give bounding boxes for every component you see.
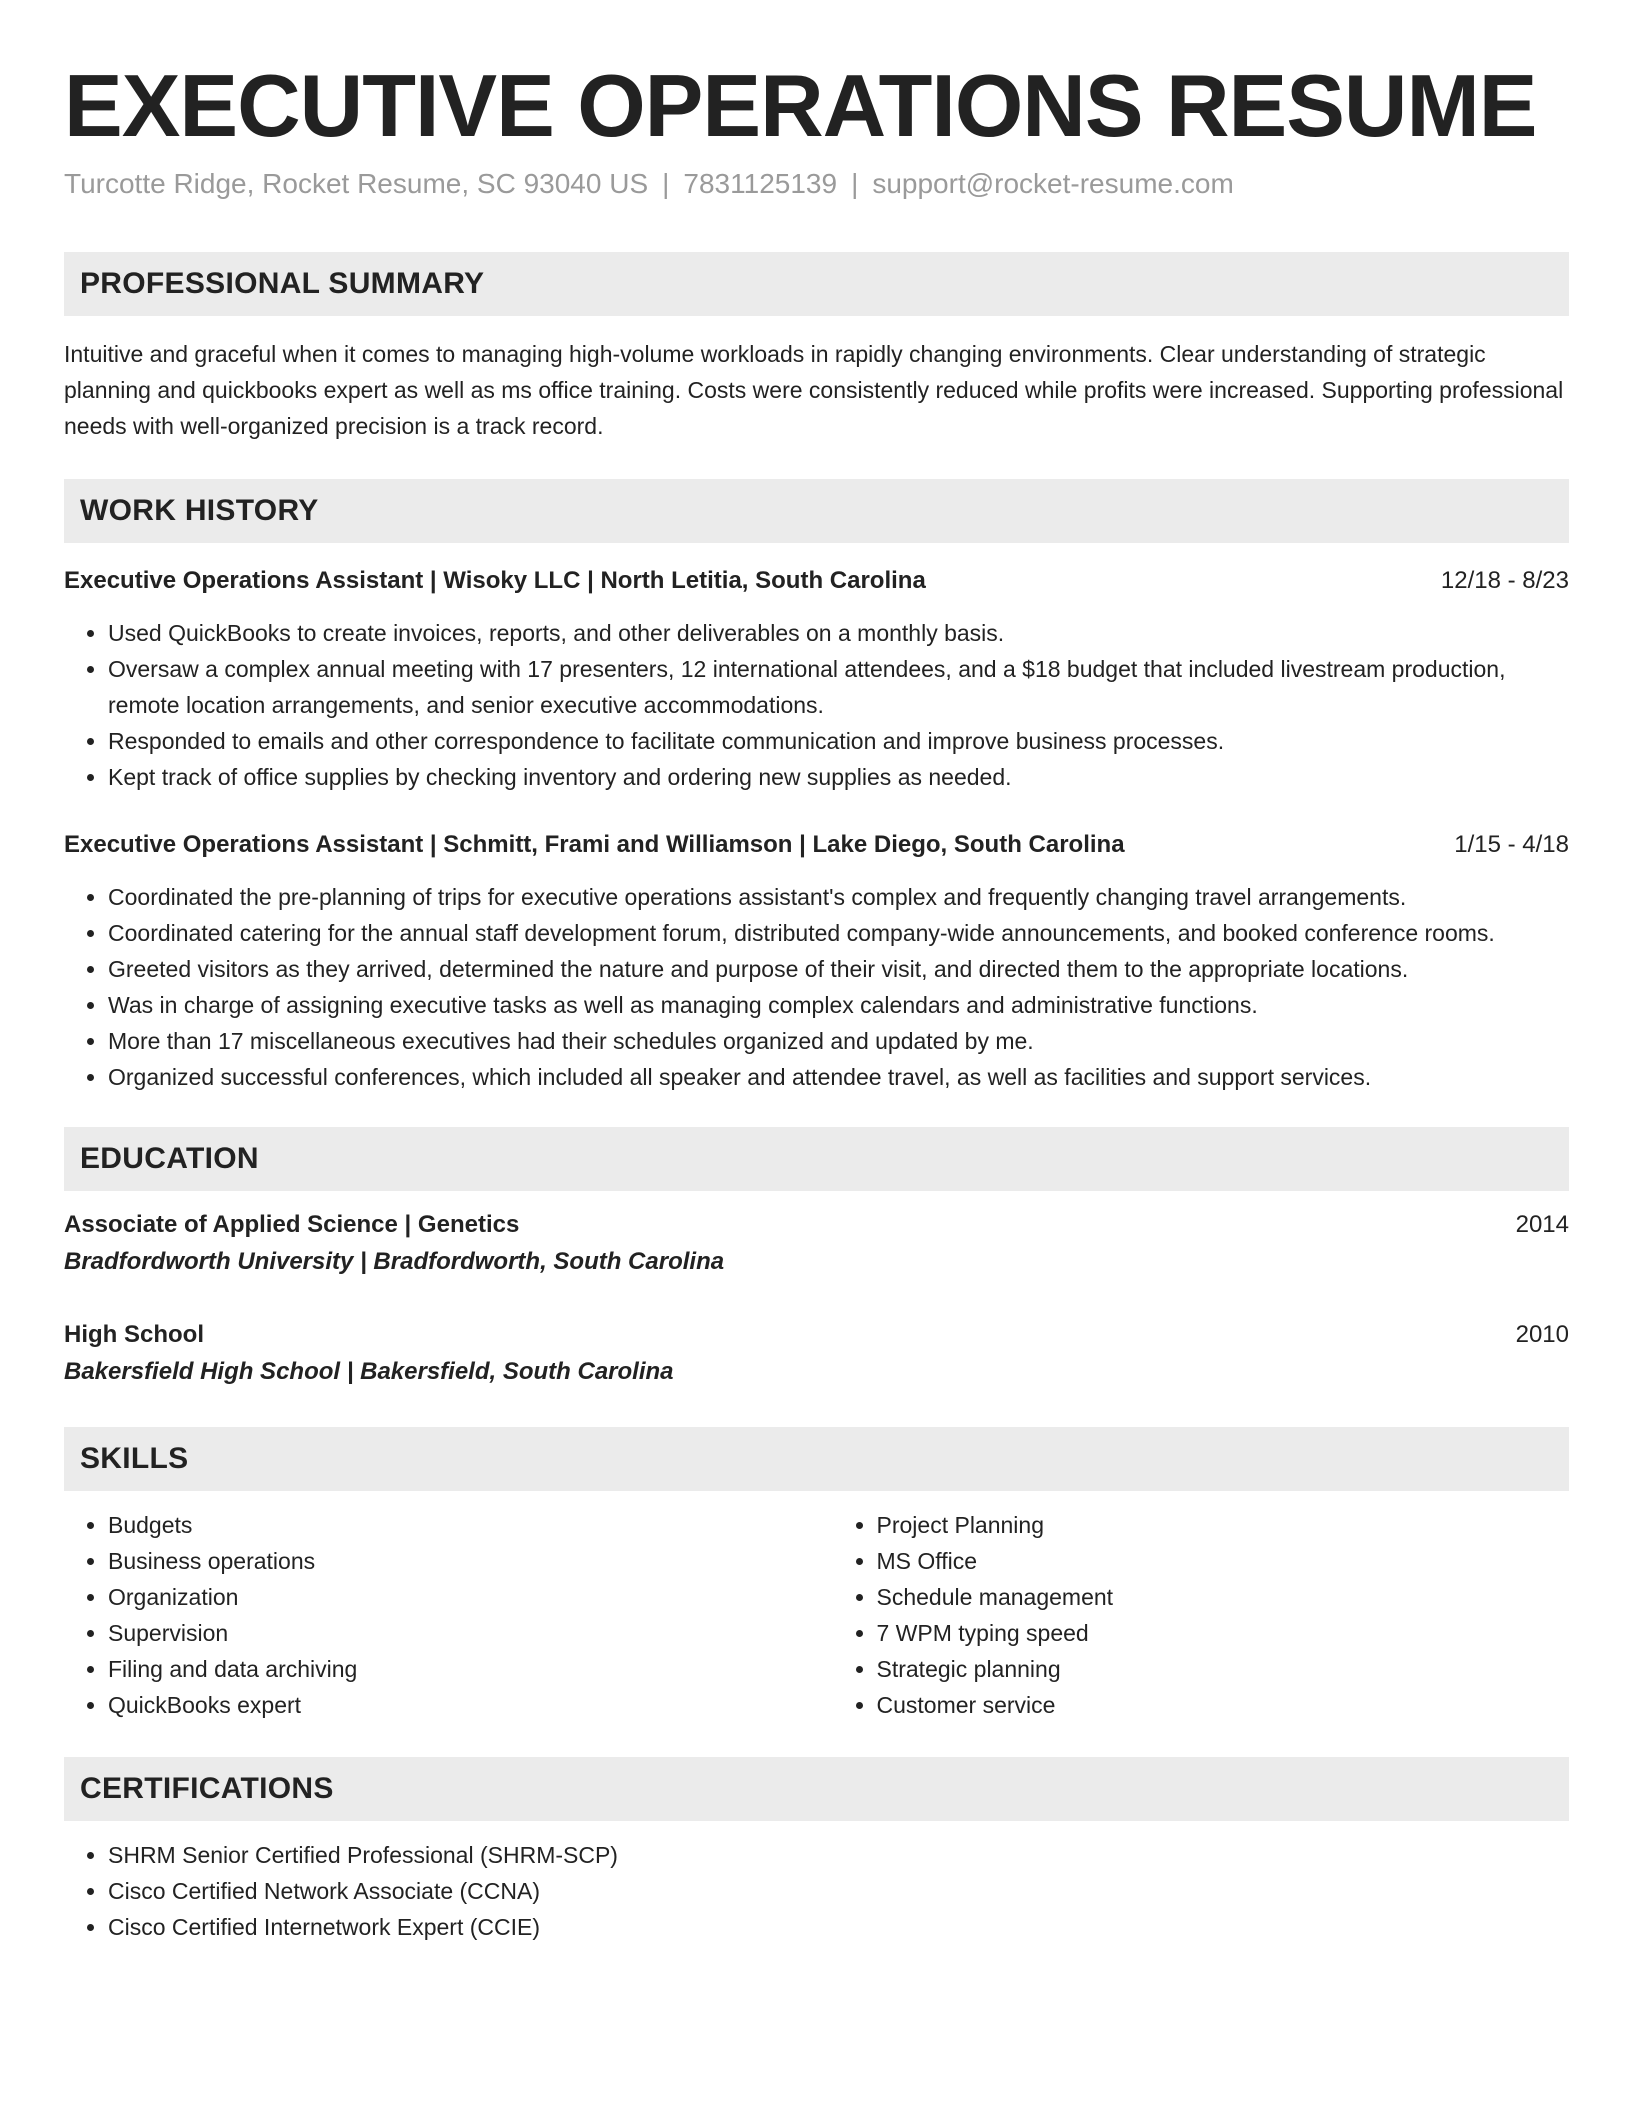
skill-item: • Budgets [108, 1507, 817, 1543]
contact-email: support@rocket-resume.com [872, 168, 1234, 199]
certifications-section [64, 1757, 1569, 1945]
certifications-list [64, 1837, 1569, 1945]
education-entry [64, 1317, 1569, 1391]
skills-list-right [817, 1507, 1570, 1723]
skill-item: • Supervision [108, 1615, 817, 1651]
section-heading-education: EDUCATION [64, 1127, 1569, 1191]
job-duty: • Greeted visitors as they arrived, determined the nature and purpose of their visit, and directed them to the appropriate locations. [108, 951, 1569, 987]
skills-section [64, 1427, 1569, 1723]
contact-line [64, 166, 1569, 202]
education-entry [64, 1207, 1569, 1281]
education-header [64, 1207, 1569, 1243]
summary-section [64, 252, 1569, 444]
skill-item: • Organization [108, 1579, 817, 1615]
job-header [64, 563, 1569, 599]
job-duty: • Kept track of office supplies by checking inventory and ordering new supplies as needed. [108, 759, 1569, 795]
skill-item: • Strategic planning [877, 1651, 1570, 1687]
skill-item: • 7 WPM typing speed [877, 1615, 1570, 1651]
job-entry [64, 563, 1569, 795]
skill-item: • Project Planning [877, 1507, 1570, 1543]
job-dates: 12/18 - 8/23 [1440, 567, 1569, 594]
job-duty: • Coordinated catering for the annual staff development forum, distributed company-wide announcements, and booked conference rooms. [108, 915, 1569, 951]
section-heading-certifications: CERTIFICATIONS [64, 1757, 1569, 1821]
section-heading-work-history: WORK HISTORY [64, 479, 1569, 543]
certification-item: • SHRM Senior Certified Professional (SHRM-SCP) [108, 1837, 1569, 1873]
job-duty: • Responded to emails and other correspondence to facilitate communication and improve business processes. [108, 723, 1569, 759]
education-section [64, 1127, 1569, 1391]
education-year: 2014 [1515, 1211, 1569, 1238]
education-year: 2010 [1515, 1321, 1569, 1348]
skill-item: • Filing and data archiving [108, 1651, 817, 1687]
education-degree: Associate of Applied Science | Genetics [64, 1211, 520, 1238]
skills-list-left [64, 1507, 817, 1723]
job-title: Executive Operations Assistant | Schmitt, Frami and Williamson | Lake Diego, South Carolina [64, 831, 1125, 858]
job-duties [64, 615, 1569, 795]
education-header [64, 1317, 1569, 1353]
contact-phone: 7831125139 [683, 168, 838, 199]
job-duty: • Organized successful conferences, which included all speaker and attendee travel, as well as facilities and support services. [108, 1059, 1569, 1095]
job-header [64, 827, 1569, 863]
job-duty: • Used QuickBooks to create invoices, reports, and other deliverables on a monthly basis. [108, 615, 1569, 651]
skill-item: • Customer service [877, 1687, 1570, 1723]
contact-separator: | [851, 168, 859, 199]
certification-item: • Cisco Certified Network Associate (CCNA) [108, 1873, 1569, 1909]
skill-item: • Schedule management [877, 1579, 1570, 1615]
summary-text: Intuitive and graceful when it comes to managing high-volume workloads in rapidly changing environments. Clear understanding of strategic planning and quickbooks expert as well as ms office training. Costs were consistently reduced while profits were increased. Supporting professional needs with well-organized precision is a track record. [64, 341, 1564, 439]
certification-item: • Cisco Certified Internetwork Expert (CCIE) [108, 1909, 1569, 1945]
work-history-section [64, 479, 1569, 1095]
skill-item: • MS Office [877, 1543, 1570, 1579]
section-heading-summary: PROFESSIONAL SUMMARY [64, 252, 1569, 316]
skills-columns [64, 1507, 1569, 1723]
education-degree: High School [64, 1321, 204, 1348]
job-entry [64, 827, 1569, 1095]
education-school: Bakersfield High School | Bakersfield, South Carolina [64, 1358, 674, 1385]
contact-address: Turcotte Ridge, Rocket Resume, SC 93040 US [64, 168, 649, 199]
skill-item: • Business operations [108, 1543, 817, 1579]
job-duty: • Oversaw a complex annual meeting with 17 presenters, 12 international attendees, and a $18 budget that included livestream production, remote location arrangements, and senior executive accommodations. [108, 651, 1569, 723]
job-duty: • Coordinated the pre-planning of trips for executive operations assistant's complex and frequently changing travel arrangements. [108, 879, 1569, 915]
contact-separator: | [662, 168, 670, 199]
section-heading-skills: SKILLS [64, 1427, 1569, 1491]
job-dates: 1/15 - 4/18 [1454, 831, 1569, 858]
job-duty: • Was in charge of assigning executive tasks as well as managing complex calendars and administrative functions. [108, 987, 1569, 1023]
resume-title: EXECUTIVE OPERATIONS RESUME [64, 56, 1537, 155]
job-duties [64, 879, 1569, 1095]
job-title: Executive Operations Assistant | Wisoky LLC | North Letitia, South Carolina [64, 567, 926, 594]
skill-item: • QuickBooks expert [108, 1687, 817, 1723]
education-school: Bradfordworth University | Bradfordworth, South Carolina [64, 1248, 725, 1275]
job-duty: • More than 17 miscellaneous executives had their schedules organized and updated by me. [108, 1023, 1569, 1059]
